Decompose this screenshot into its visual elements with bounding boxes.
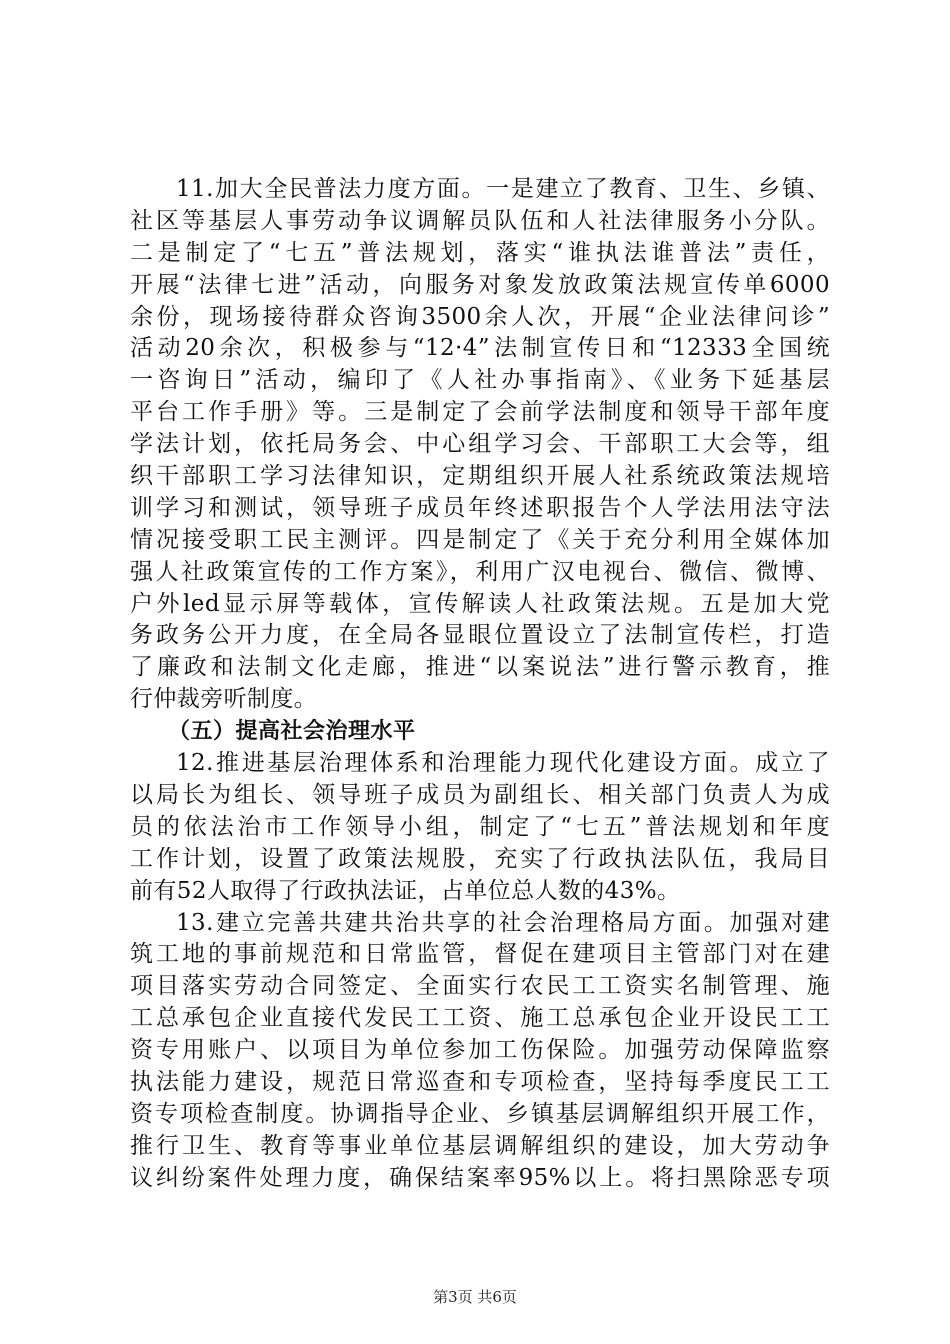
text-line: 前有52人取得了行政执法证，占单位总人数的43%。	[130, 877, 681, 904]
text-line: 户外led显示屏等载体，宣传解读人社政策法规。五是加大党	[130, 590, 830, 617]
text-line: 执法能力建设，规范日常巡查和专项检查，坚持每季度民工工	[130, 1069, 830, 1096]
text-line: 以局长为组长、领导班子成员为副组长、相关部门负责人为成	[130, 782, 830, 809]
paragraph	[130, 908, 830, 1195]
text-line: 了廉政和法制文化走廊，推进“以案说法”进行警示教育，推	[130, 654, 830, 681]
text-line: 社区等基层人事劳动争议调解员队伍和人社法律服务小分队。	[130, 207, 830, 234]
text-line: 资专项检查制度。协调指导企业、乡镇基层调解组织开展工作，	[130, 1100, 830, 1127]
text-line: 平台工作手册》等。三是制定了会前学法制度和领导干部年度	[130, 399, 830, 426]
document-body	[130, 174, 830, 1195]
text-line: 12.推进基层治理体系和治理能力现代化建设方面。成立了	[176, 750, 830, 777]
text-line: 强人社政策宣传的工作方案》，利用广汉电视台、微信、微博、	[130, 558, 830, 585]
text-line: 工作计划，设置了政策法规股，充实了行政执法队伍，我局目	[130, 845, 830, 872]
text-line: 织干部职工学习法律知识，定期组织开展人社系统政策法规培	[130, 463, 830, 490]
text-line: 余份，现场接待群众咨询3500余人次，开展“企业法律问诊”	[130, 303, 830, 330]
text-line: 情况接受职工民主测评。四是制定了《关于充分利用全媒体加	[130, 526, 830, 553]
text-line: 一咨询日”活动，编印了《人社办事指南》、《业务下延基层	[130, 367, 830, 394]
text-line: 工总承包企业直接代发民工工资、施工总承包企业开设民工工	[130, 1005, 830, 1032]
paragraph	[130, 174, 830, 716]
text-line: 二是制定了“七五”普法规划，落实“谁执法谁普法”责任，	[130, 239, 830, 266]
text-line: 员的依法治市工作领导小组，制定了“七五”普法规划和年度	[130, 813, 830, 840]
text-line: 11.加大全民普法力度方面。一是建立了教育、卫生、乡镇、	[176, 176, 830, 202]
text-line: 13.建立完善共建共治共享的社会治理格局方面。加强对建	[176, 909, 830, 936]
text-line: 务政务公开力度，在全局各显眼位置设立了法制宣传栏，打造	[130, 622, 830, 649]
text-line: 议纠纷案件处理力度，确保结案率95%以上。将扫黑除恶专项	[130, 1164, 830, 1191]
text-line: 活动20余次，积极参与“12·4”法制宣传日和“12333全国统	[130, 335, 830, 362]
text-line: 训学习和测试，领导班子成员年终述职报告个人学法用法守法	[130, 494, 830, 521]
text-line: 学法计划，依托局务会、中心组学习会、干部职工大会等，组	[130, 431, 830, 458]
text-line: 项目落实劳动合同签定、全面实行农民工工资实名制管理、施	[130, 973, 830, 1000]
paragraph	[130, 748, 830, 907]
text-line: 筑工地的事前规范和日常监管，督促在建项目主管部门对在建	[130, 941, 830, 968]
section-heading: （五）提高社会治理水平	[168, 719, 416, 745]
text-line: 开展“法律七进”活动，向服务对象发放政策法规宣传单6000	[130, 271, 830, 298]
text-line: 行仲裁旁听制度。	[130, 686, 318, 713]
text-line: 推行卫生、教育等事业单位基层调解组织的建设，加大劳动争	[130, 1132, 830, 1159]
page-footer: 第3页 共6页	[433, 1288, 517, 1306]
text-line: 资专用账户、以项目为单位参加工伤保险。加强劳动保障监察	[130, 1037, 830, 1064]
